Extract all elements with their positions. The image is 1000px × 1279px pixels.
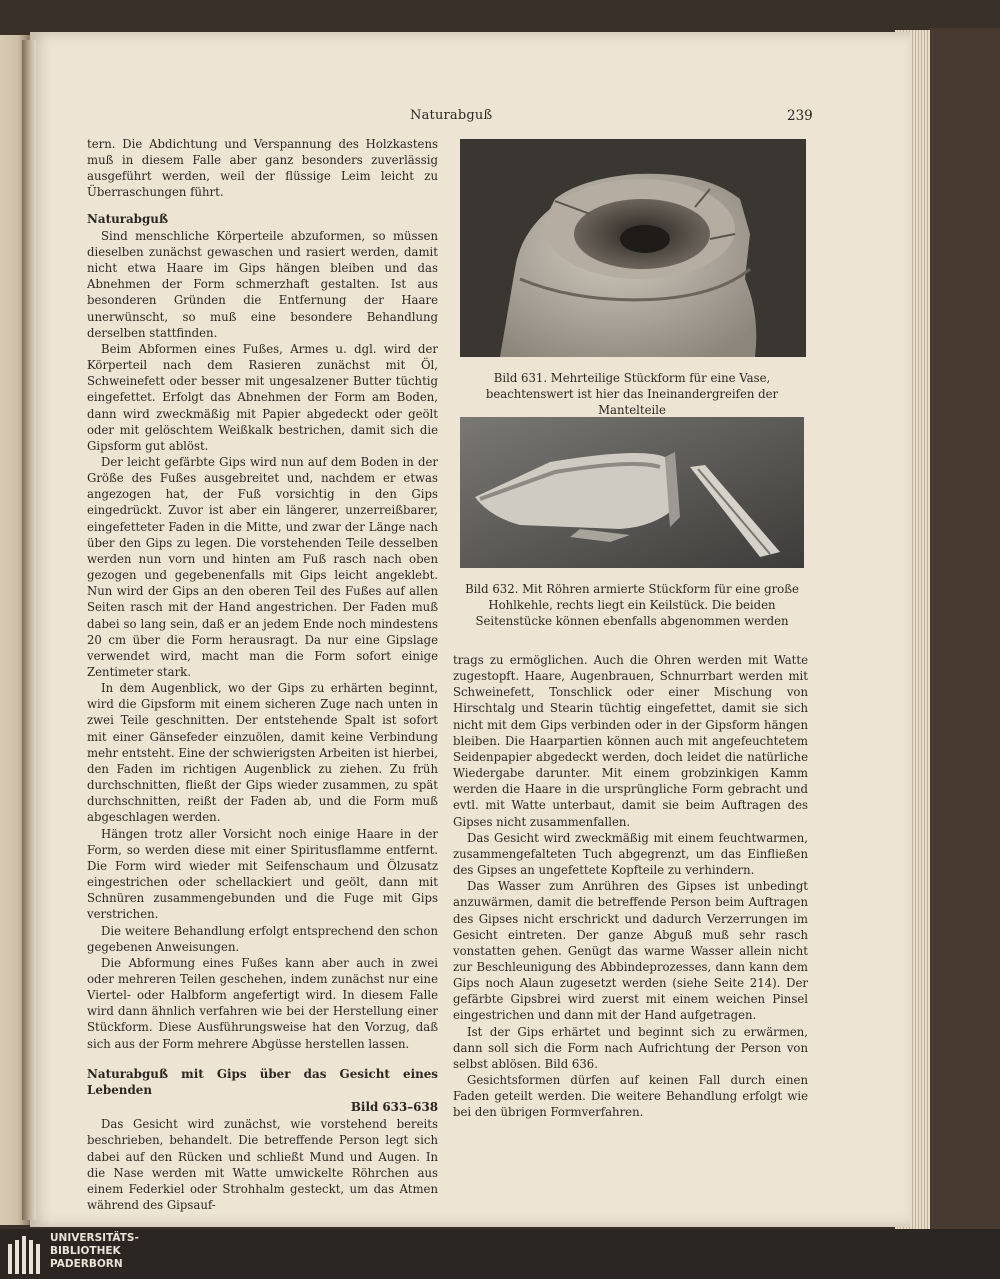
figure-631-photo [460,139,806,357]
library-logo-icon [8,1236,44,1274]
paragraph: Gesichtsformen dürfen auf keinen Fall durch einen Faden geteilt werden. Die weitere Behandlung erfolgt wie bei den übrigen Formverfahren. [453,1073,808,1120]
right-column [453,652,808,1121]
section-heading: Naturabguß mit Gips über das Gesicht eines Lebenden [87,1066,438,1097]
paragraph: Der leicht gefärbte Gips wird nun auf dem Boden in der Größe des Fußes ausgebreitet und, nachdem er etwas angezogen hat, der Fuß vorsichtig in den Gips eingedrückt. Zuvor ist aber ein längerer, unzerreißbarer, eingefetteter Faden in die Mitte, und zwar der Länge nach über den Gips zu legen. Die vorstehenden Teile desselben werden nun vorn und hinten am Fuß rasch nach oben gezogen und gegebenenfalls mit Gips leicht angeklebt. Nun wird der Gips an den oberen Teil des Fußes auf allen Seiten rasch mit der Hand angestrichen. Der Faden muß dabei so lang sein, daß er an jedem Ende noch mindestens 20 cm über die Form herausragt. Da nur eine Gipslage verwendet wird, macht man die Form sofort einige Zentimeter stark. [87,454,438,679]
library-name-line: PADERBORN [50,1258,123,1270]
book-spine [22,40,36,1220]
section-heading: Naturabguß [87,211,168,226]
library-footer-bar [0,1229,1000,1279]
book-cover-edge [930,28,1000,1233]
figure-632-caption: Bild 632. Mit Röhren armierte Stückform für eine große Hohlkehle, rechts liegt ein Keilstück. Die beiden Seitenstücke können ebenfalls abgenommen werden [465,582,799,628]
figure-reference: Bild 633–638 [350,1100,438,1115]
paragraph: Beim Abformen eines Fußes, Armes u. dgl. wird der Körperteil nach dem Rasieren zunächst mit Öl, Schweinefett oder besser mit ungesalzener Butter tüchtig eingefettet. Erfolgt das Abnehmen der Form am Boden, dann wird zweckmäßig mit Papier abgedeckt oder geölt oder mit gelöschtem Weißkalk bestrichen, damit sich die Gipsform gut ablöst. [87,341,438,453]
paragraph: In dem Augenblick, wo der Gips zu erhärten beginnt, wird die Gipsform mit einem sicheren Zuge nach unten in zwei Teile geschnitten. Der entstehende Spalt ist sofort mit einer Gänsefeder einzuölen, damit keine Verbindung mehr entsteht. Eine der schwierigsten Arbeiten ist hierbei, den Faden im richtigen Augenblick zu ziehen. Zu früh durchschnitten, fließt der Gips wieder zusammen, zu spät durchschnitten, reißt der Faden ab, und die Form muß abgeschlagen werden. [87,681,438,825]
paragraph: Die weitere Behandlung erfolgt entsprechend den schon gegebenen Anweisungen. [87,923,438,954]
paragraph: Das Gesicht wird zweckmäßig mit einem feuchtwarmen, zusammengefalteten Tuch abgegrenzt, um das Einfließen des Gipses an ungefettete Kopfteile zu verhindern. [453,830,808,878]
library-name-line: UNIVERSITÄTS- [50,1232,139,1244]
left-column [87,136,438,1213]
paragraph: tern. Die Abdichtung und Verspannung des Holzkastens muß in diesem Falle aber ganz besonders zuverlässig ausgeführt werden, weil der flüssige Leim leicht zu Überraschungen führt. [87,137,438,200]
library-name [50,1232,139,1271]
figure-631-caption: Bild 631. Mehrteilige Stückform für eine Vase, beachtenswert ist hier das Ineinandergreifen der Mantelteile [485,371,779,417]
figure-632-photo [460,417,804,568]
page-number: 239 [787,108,813,124]
paragraph: trags zu ermöglichen. Auch die Ohren werden mit Watte zugestopft. Haare, Augenbrauen, Schnurrbart werden mit Schweinefett, Tonschlick oder einer Mischung von Hirschtalg und Stearin tüchtig eingefettet, damit sie sich nicht mit dem Gips verbinden oder in der Gipsform hängen bleiben. Die Haarpartien können auch mit angefeuchtetem Seidenpapier abgedeckt werden, doch leidet die natürliche Wiedergabe darunter. Mit einem grobzinkigen Kamm werden die Haare in die ursprüngliche Form gebracht und evtl. mit Watte unterbaut, damit sie beim Auftragen des Gipses nicht zusammenfallen. [453,653,808,829]
paragraph: Hängen trotz aller Vorsicht noch einige Haare in der Form, so werden diese mit einer Spiritusflamme entfernt. Die Form wird wieder mit Seifenschaum und Ölzusatz eingestrichen oder schellackiert und geölt, dann mit Schnüren zusammengebunden und die Fuge mit Gips verstrichen. [87,826,438,922]
library-name-line: BIBLIOTHEK [50,1245,121,1257]
paragraph: Das Gesicht wird zunächst, wie vorstehend bereits beschrieben, behandelt. Die betreffende Person legt sich dabei auf den Rücken und schließt Mund und Augen. In die Nase werden mit Watte umwickelte Röhrchen aus einem Federkiel oder Strohhalm gesteckt, um das Atmen während des Gipsauf- [87,1117,438,1212]
paragraph: Ist der Gips erhärtet und beginnt sich zu erwärmen, dann soll sich die Form nach Aufrichtung der Person von selbst ablösen. Bild 636. [453,1024,808,1071]
paragraph: Die Abformung eines Fußes kann aber auch in zwei oder mehreren Teilen geschehen, indem zunächst nur eine Viertel- oder Halbform angefertigt wird. In diesem Falle wird dann ähnlich verfahren wie bei der Herstellung einer Stückform. Diese Ausführungsweise hat den Vorzug, daß sich aus der Form mehrere Abgüsse herstellen lassen. [87,955,438,1051]
running-header: Naturabguß [410,108,493,123]
paragraph: Das Wasser zum Anrühren des Gipses ist unbedingt anzuwärmen, damit die betreffende Person beim Auftragen des Gipses nicht erschrickt und dadurch Verzerrungen im Gesicht eintreten. Der ganze Abguß muß sehr rasch vonstatten gehen. Genügt das warme Wasser allein nicht zur Beschleunigung des Abbindeprozesses, dann kann dem Gips noch Alaun zugesetzt werden (siehe Seite 214). Der gefärbte Gipsbrei wird zuerst mit einem weichen Pinsel eingestrichen und dann mit der Hand aufgetragen. [453,879,808,1023]
paragraph: Sind menschliche Körperteile abzuformen, so müssen dieselben zunächst gewaschen und rasiert werden, damit nicht etwa Haare im Gips hängen bleiben und das Abnehmen der Form schmerzhaft gestalten. Ist aus besonderen Gründen die Entfernung der Haare unerwünscht, so muß eine besondere Behandlung derselben stattfinden. [87,228,438,340]
